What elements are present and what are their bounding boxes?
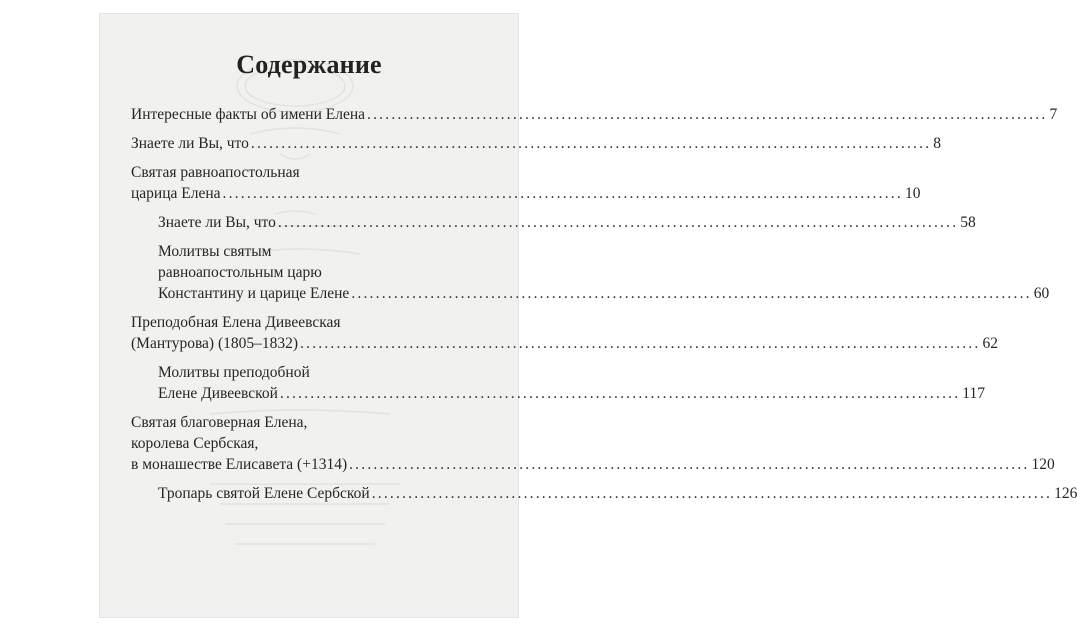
toc-entry [131, 162, 921, 204]
page-title: Содержание [236, 50, 382, 79]
toc-entry-line: Святая благоверная Елена, [131, 414, 308, 431]
table-of-contents [131, 104, 1077, 504]
toc-entry-title: (Мантурова) (1805–1832) [131, 335, 299, 352]
leader-dots: ................................................................................................................ [367, 106, 1048, 123]
toc-entry [131, 412, 1055, 475]
toc-entry-line: Преподобная Елена Дивеевская [131, 314, 341, 331]
toc-entry-title: Знаете ли Вы, что [131, 135, 249, 152]
book-page [100, 14, 1077, 617]
toc-page-number: 117 [962, 385, 985, 402]
toc-subentry [131, 241, 1050, 304]
toc-page-number: 60 [1033, 285, 1050, 302]
toc-page-number: 120 [1031, 456, 1055, 473]
toc-entry-title: Елене Дивеевской [158, 385, 278, 402]
toc-page-number: 58 [960, 214, 976, 231]
toc-entry [131, 312, 998, 354]
toc-entry [131, 104, 1058, 125]
toc-entry-title: Интересные факты об имени Елена [131, 106, 366, 123]
leader-dots: ................................................................................................................ [351, 285, 1032, 302]
toc-page-number: 8 [933, 135, 942, 152]
toc-entry-line: королева Сербская, [131, 435, 259, 452]
toc-entry-title: Константину и царице Елене [158, 285, 350, 302]
toc-entry-title: Знаете ли Вы, что [158, 214, 276, 231]
leader-dots: ................................................................................................................ [222, 185, 903, 202]
toc-entry-title: царица Елена [131, 185, 221, 202]
toc-entry-title: Тропарь святой Елене Сербской [158, 485, 370, 502]
toc-entry-line: равноапостольным царю [158, 264, 322, 281]
toc-page-number: 62 [982, 335, 998, 352]
leader-dots: ................................................................................................................ [349, 456, 1030, 473]
toc-entry-line: Молитвы преподобной [158, 364, 310, 381]
toc-page-number: 10 [904, 185, 921, 202]
toc-subentry [131, 483, 1077, 504]
leader-dots: ................................................................................................................ [277, 214, 959, 231]
toc-entry-line: Молитвы святым [158, 243, 272, 260]
leader-dots: ................................................................................................................ [279, 385, 961, 402]
toc-page-number: 126 [1054, 485, 1077, 502]
toc-page-number: 7 [1049, 106, 1058, 123]
leader-dots: ................................................................................................................ [300, 335, 981, 352]
toc-subentry [131, 212, 976, 233]
toc-subentry [131, 362, 985, 404]
leader-dots: ................................................................................................................ [250, 135, 932, 152]
toc-entry [131, 133, 942, 154]
toc-entry-title: в монашестве Елисавета (+1314) [131, 456, 348, 473]
leader-dots: ................................................................................................................ [371, 485, 1053, 502]
toc-entry-line: Святая равноапостольная [131, 164, 300, 181]
